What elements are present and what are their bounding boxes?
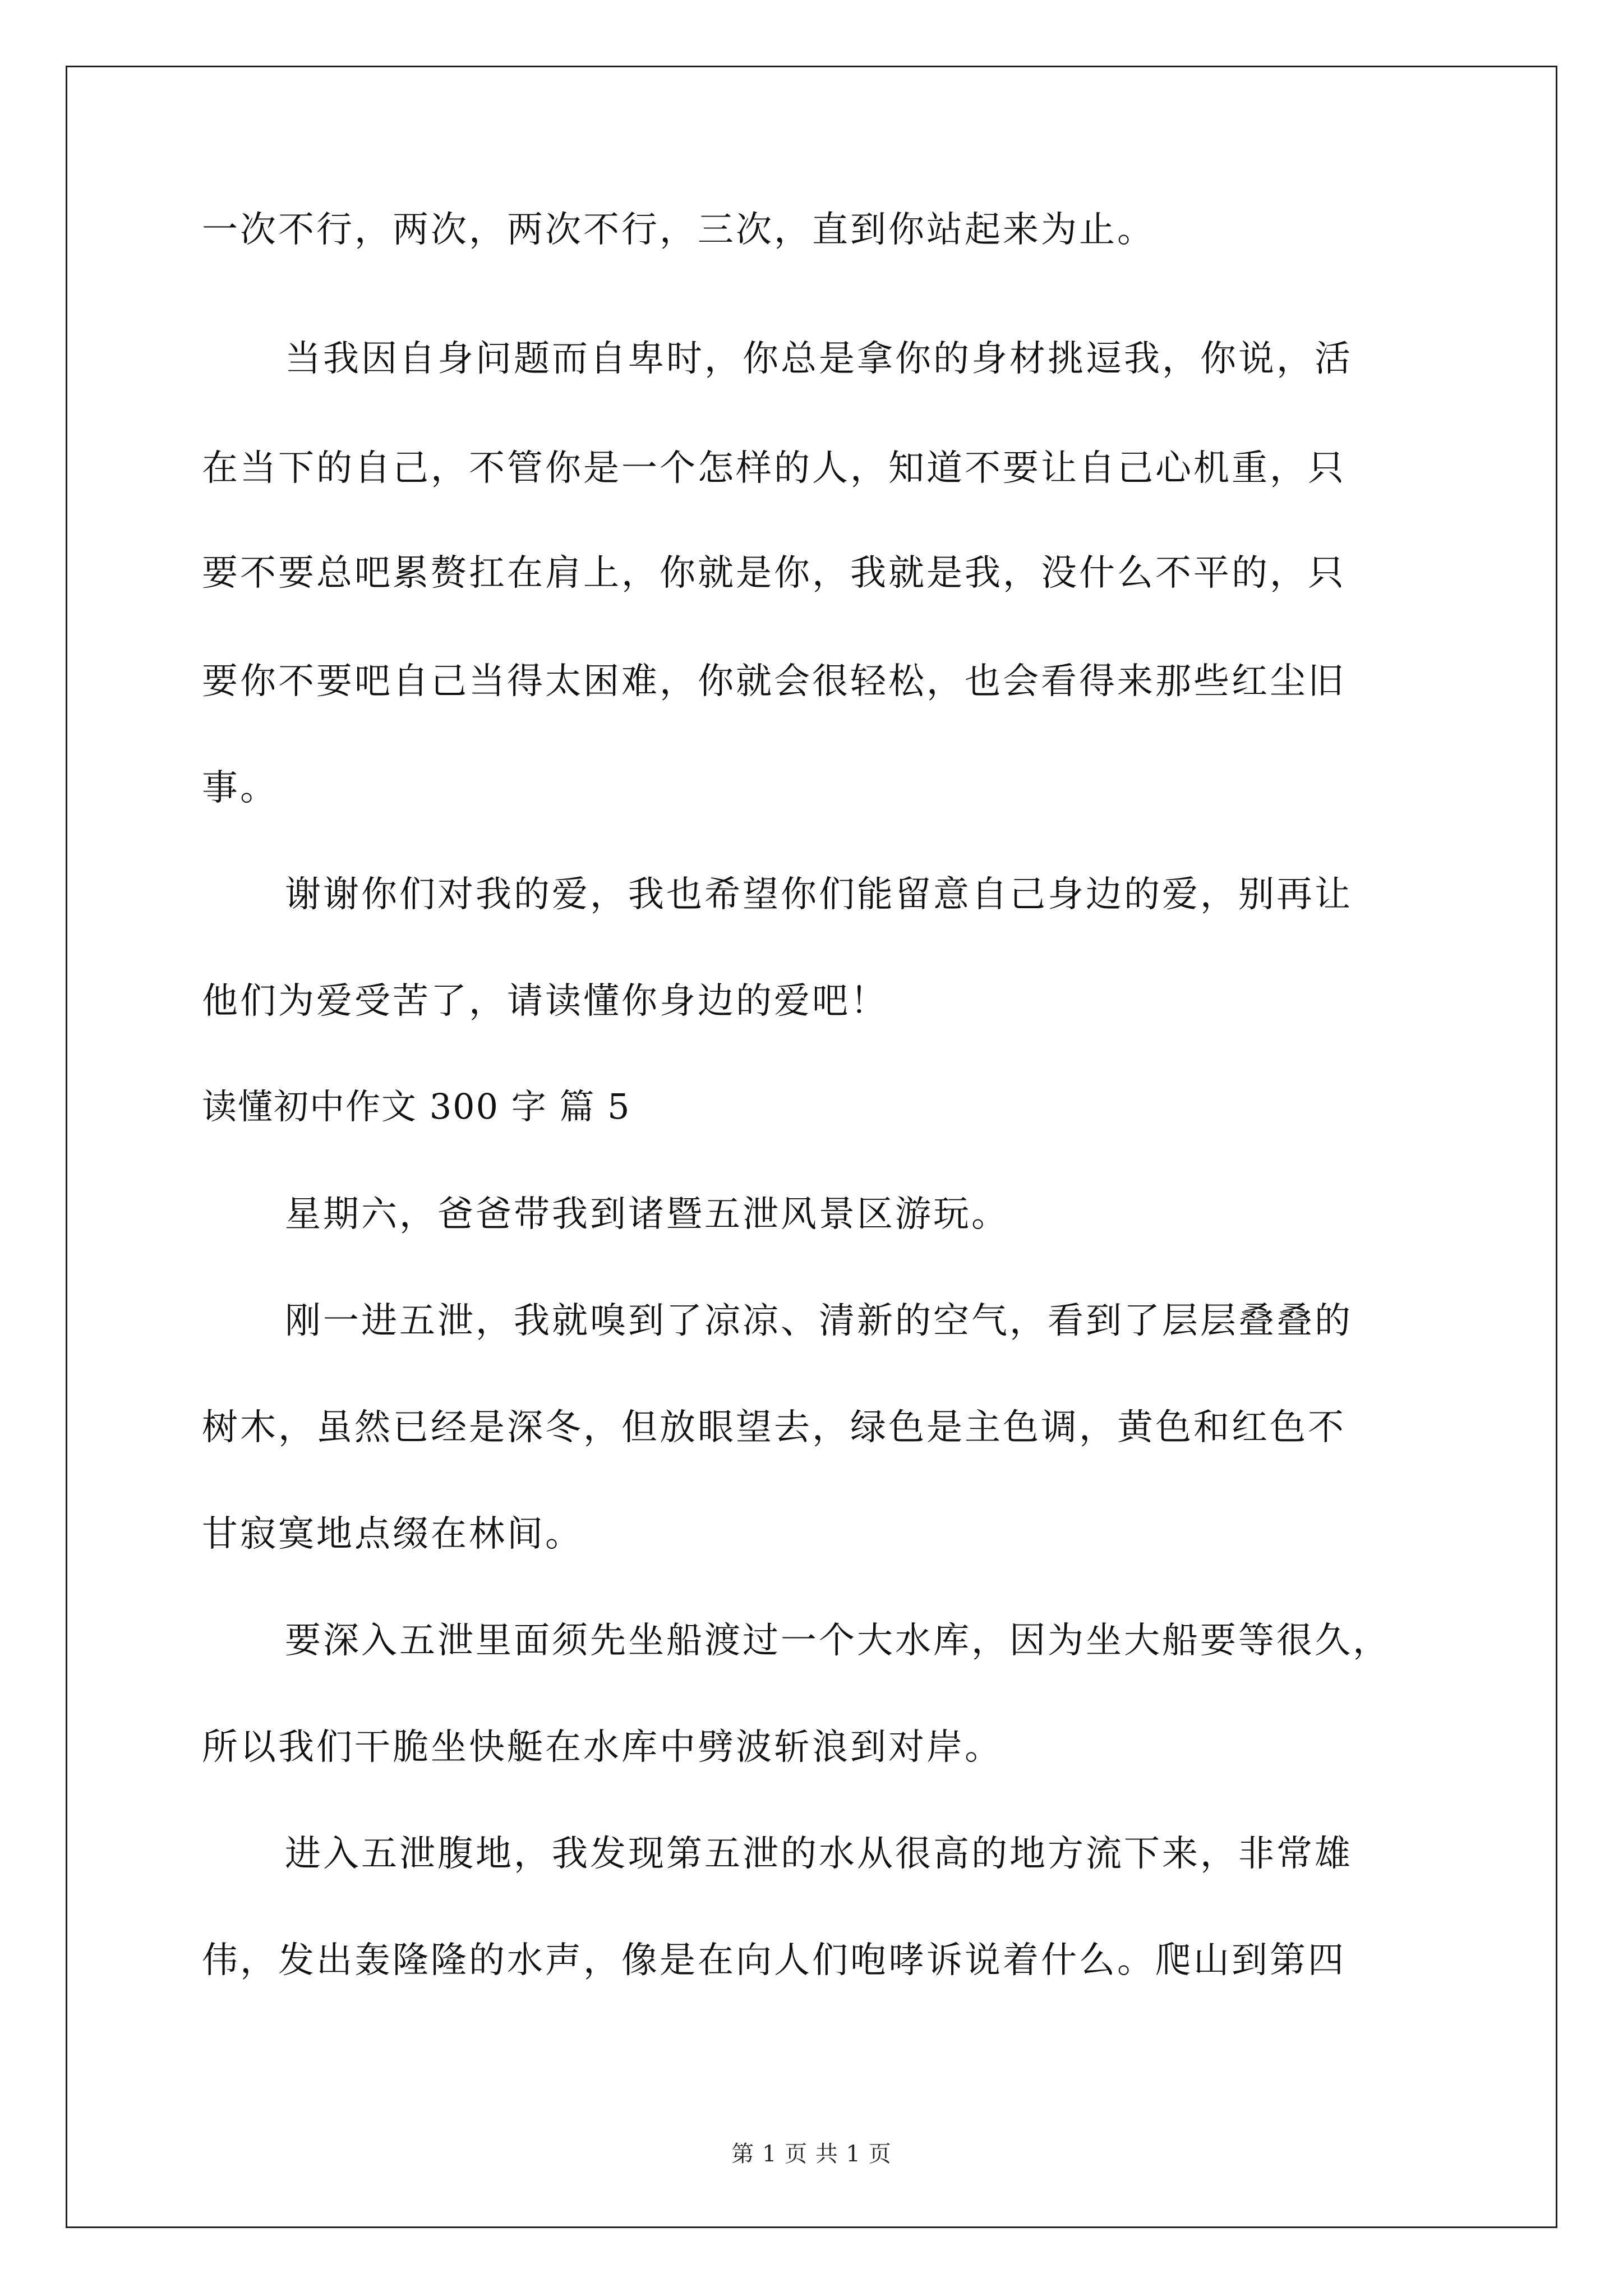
text-line: 所以我们干脆坐快艇在水库中劈波斩浪到对岸。 [202,1727,1003,1768]
page-border [66,66,1557,2228]
text-line: 树木，虽然已经是深冬，但放眼望去，绿色是主色调，黄色和红色不 [202,1407,1346,1448]
section-heading: 读懂初中作文 300 字 篇 5 [202,1086,631,1127]
text-line: 一次不行，两次，两次不行，三次，直到你站起来为止。 [202,209,1155,251]
text-line: 要你不要吧自己当得太困难，你就会很轻松，也会看得来那些红尘旧 [202,661,1346,702]
paragraph-start: 当我因自身问题而自卑时，你总是拿你的身材挑逗我，你说，活 [285,338,1353,380]
paragraph-start: 要深入五泄里面须先坐船渡过一个大水库，因为坐大船要等很久， [285,1620,1391,1662]
text-line: 伟，发出轰隆隆的水声，像是在向人们咆哮诉说着什么。爬山到第四 [202,1940,1346,1981]
text-line: 他们为爱受苦了，请读懂你身边的爱吧！ [202,981,888,1022]
text-line: 在当下的自己，不管你是一个怎样的人，知道不要让自己心机重，只 [202,448,1346,489]
paragraph-start: 谢谢你们对我的爱，我也希望你们能留意自己身边的爱，别再让 [285,874,1353,915]
text-line: 甘寂寞地点缀在林间。 [202,1513,583,1555]
text-line: 事。 [202,767,278,809]
paragraph-start: 星期六，爸爸带我到诸暨五泄风景区游玩。 [285,1194,1009,1235]
paragraph-start: 进入五泄腹地，我发现第五泄的水从很高的地方流下来，非常雄 [285,1833,1353,1875]
paragraph-start: 刚一进五泄，我就嗅到了凉凉、清新的空气，看到了层层叠叠的 [285,1300,1353,1342]
page-footer: 第 1 页 共 1 页 [731,2141,892,2167]
text-line: 要不要总吧累赘扛在肩上，你就是你，我就是我，没什么不平的，只 [202,553,1346,594]
